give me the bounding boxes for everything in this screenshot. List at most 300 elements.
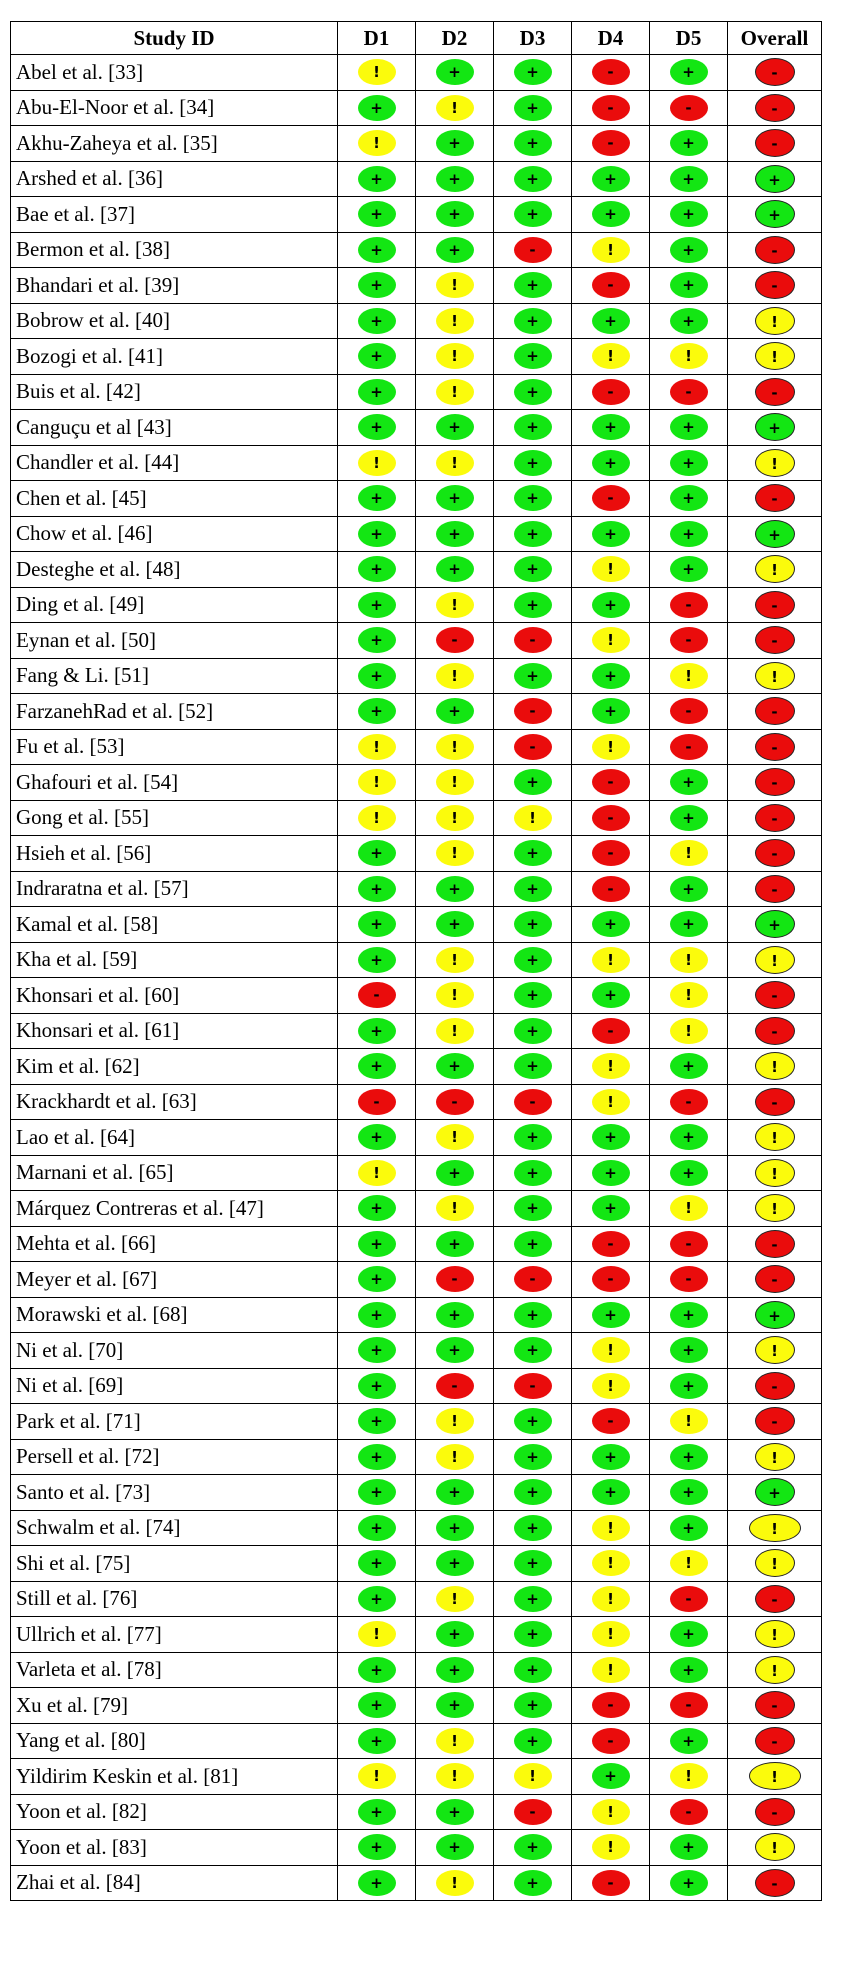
judgement-some-icon: ! [670,1408,708,1434]
judgement-some-icon: ! [436,840,474,866]
judgement-low-icon: + [436,1657,474,1683]
judgement-low-icon: + [514,1124,552,1150]
judgement-some-icon: ! [755,1194,795,1222]
study-id-cell: Canguçu et al [43] [11,410,338,446]
d5-cell [650,1510,728,1546]
judgement-low-icon: + [592,308,630,334]
d4-cell [572,1794,650,1830]
study-id-cell: Meyer et al. [67] [11,1262,338,1298]
judgement-some-icon: ! [436,1018,474,1044]
d1-cell [338,942,416,978]
judgement-high-icon: - [755,1017,795,1045]
judgement-low-icon: + [514,840,552,866]
d1-cell [338,481,416,517]
d3-cell [494,1652,572,1688]
overall-cell [728,197,822,233]
d4-cell [572,516,650,552]
d2-cell [416,126,494,162]
study-id-cell: Schwalm et al. [74] [11,1510,338,1546]
d2-cell [416,1865,494,1901]
judgement-low-icon: + [514,1408,552,1434]
d1-cell [338,1581,416,1617]
d4-cell [572,623,650,659]
overall-cell [728,765,822,801]
table-row [11,126,822,162]
study-id-cell: Khonsari et al. [60] [11,978,338,1014]
header-study-id: Study ID [11,22,338,55]
judgement-some-icon: ! [436,769,474,795]
judgement-low-icon: + [670,272,708,298]
judgement-low-icon: + [358,1408,396,1434]
judgement-high-icon: - [514,1373,552,1399]
judgement-high-icon: - [514,1266,552,1292]
judgement-low-icon: + [514,343,552,369]
d2-cell [416,765,494,801]
judgement-some-icon: ! [436,272,474,298]
judgement-some-icon: ! [670,1763,708,1789]
d5-cell [650,90,728,126]
d1-cell [338,1865,416,1901]
judgement-high-icon: - [592,59,630,85]
study-id-cell: Yoon et al. [82] [11,1794,338,1830]
judgement-low-icon: + [436,521,474,547]
judgement-low-icon: + [358,840,396,866]
judgement-high-icon: - [670,1692,708,1718]
judgement-low-icon: + [514,1444,552,1470]
overall-cell [728,410,822,446]
d2-cell [416,481,494,517]
judgement-high-icon: - [358,982,396,1008]
judgement-high-icon: - [670,1799,708,1825]
table-row [11,481,822,517]
judgement-low-icon: + [436,556,474,582]
d2-cell [416,410,494,446]
d2-cell [416,1510,494,1546]
header-row [11,22,822,55]
judgement-some-icon: ! [592,1799,630,1825]
d3-cell [494,303,572,339]
judgement-high-icon: - [514,627,552,653]
judgement-low-icon: + [436,1231,474,1257]
d4-cell [572,587,650,623]
judgement-low-icon: + [514,414,552,440]
table-row [11,1723,822,1759]
study-id-cell: Ullrich et al. [77] [11,1617,338,1653]
d2-cell [416,1226,494,1262]
judgement-some-icon: ! [755,1620,795,1648]
d4-cell [572,481,650,517]
judgement-low-icon: + [755,200,795,228]
d5-cell [650,1333,728,1369]
judgement-low-icon: + [436,237,474,263]
d2-cell [416,552,494,588]
study-id-cell: Gong et al. [55] [11,800,338,836]
judgement-high-icon: - [670,627,708,653]
overall-cell [728,1830,822,1866]
judgement-low-icon: + [436,698,474,724]
judgement-some-icon: ! [514,1763,552,1789]
d3-cell [494,1297,572,1333]
judgement-high-icon: - [592,1018,630,1044]
judgement-some-icon: ! [358,130,396,156]
judgement-some-icon: ! [670,343,708,369]
table-row [11,1120,822,1156]
d2-cell [416,658,494,694]
study-id-cell: Ding et al. [49] [11,587,338,623]
d5-cell [650,836,728,872]
judgement-low-icon: + [514,1657,552,1683]
judgement-some-icon: ! [592,1586,630,1612]
d3-cell [494,694,572,730]
d4-cell [572,836,650,872]
judgement-low-icon: + [358,485,396,511]
overall-cell [728,268,822,304]
d5-cell [650,587,728,623]
d4-cell [572,90,650,126]
d4-cell [572,729,650,765]
overall-cell [728,445,822,481]
table-row [11,836,822,872]
d5-cell [650,658,728,694]
judgement-some-icon: ! [592,343,630,369]
d5-cell [650,1688,728,1724]
judgement-low-icon: + [436,1160,474,1186]
judgement-low-icon: + [592,1479,630,1505]
d3-cell [494,1439,572,1475]
judgement-low-icon: + [514,1337,552,1363]
judgement-high-icon: - [670,1586,708,1612]
judgement-high-icon: - [670,734,708,760]
judgement-high-icon: - [592,485,630,511]
judgement-low-icon: + [358,1018,396,1044]
d4-cell [572,1333,650,1369]
overall-cell [728,1049,822,1085]
d1-cell [338,1191,416,1227]
table-row [11,1688,822,1724]
table-row [11,1297,822,1333]
d2-cell [416,1439,494,1475]
d3-cell [494,1581,572,1617]
d5-cell [650,1475,728,1511]
d5-cell [650,552,728,588]
d4-cell [572,694,650,730]
d2-cell [416,1581,494,1617]
study-id-cell: Márquez Contreras et al. [47] [11,1191,338,1227]
d1-cell [338,552,416,588]
judgement-low-icon: + [358,343,396,369]
d4-cell [572,1510,650,1546]
study-id-cell: Yang et al. [80] [11,1723,338,1759]
judgement-some-icon: ! [436,663,474,689]
d1-cell [338,658,416,694]
judgement-some-icon: ! [592,1515,630,1541]
study-id-cell: Abu-El-Noor et al. [34] [11,90,338,126]
d4-cell [572,1581,650,1617]
judgement-low-icon: + [514,1692,552,1718]
overall-cell [728,1226,822,1262]
d1-cell [338,1546,416,1582]
judgement-low-icon: + [358,1799,396,1825]
d4-cell [572,1723,650,1759]
judgement-low-icon: + [592,1160,630,1186]
table-row [11,232,822,268]
judgement-low-icon: + [436,1834,474,1860]
table-row [11,1155,822,1191]
d4-cell [572,303,650,339]
judgement-low-icon: + [514,201,552,227]
d3-cell [494,1013,572,1049]
judgement-low-icon: + [670,876,708,902]
d5-cell [650,800,728,836]
judgement-low-icon: + [514,379,552,405]
judgement-low-icon: + [670,1373,708,1399]
judgement-low-icon: + [514,1195,552,1221]
judgement-low-icon: + [592,521,630,547]
d3-cell [494,978,572,1014]
d1-cell [338,1049,416,1085]
d2-cell [416,268,494,304]
overall-cell [728,587,822,623]
study-id-cell: Santo et al. [73] [11,1475,338,1511]
judgement-low-icon: + [514,1302,552,1328]
study-id-cell: Akhu-Zaheya et al. [35] [11,126,338,162]
judgement-low-icon: + [436,1053,474,1079]
judgement-high-icon: - [514,1799,552,1825]
study-id-cell: Indraratna et al. [57] [11,871,338,907]
judgement-some-icon: ! [670,1195,708,1221]
d3-cell [494,90,572,126]
d5-cell [650,1368,728,1404]
table-row [11,1404,822,1440]
d4-cell [572,942,650,978]
study-id-cell: Morawski et al. [68] [11,1297,338,1333]
d3-cell [494,268,572,304]
d3-cell [494,658,572,694]
judgement-low-icon: + [514,1479,552,1505]
header-overall: Overall [728,22,822,55]
d4-cell [572,339,650,375]
overall-cell [728,1439,822,1475]
d3-cell [494,1546,572,1582]
overall-cell [728,55,822,91]
d2-cell [416,1368,494,1404]
judgement-low-icon: + [514,166,552,192]
d4-cell [572,445,650,481]
judgement-low-icon: + [670,414,708,440]
judgement-low-icon: + [592,1444,630,1470]
judgement-high-icon: - [436,1266,474,1292]
d1-cell [338,978,416,1014]
judgement-high-icon: - [592,1692,630,1718]
d2-cell [416,1049,494,1085]
judgement-low-icon: + [358,521,396,547]
judgement-some-icon: ! [755,946,795,974]
judgement-low-icon: + [436,166,474,192]
d4-cell [572,1546,650,1582]
judgement-low-icon: + [514,1834,552,1860]
d1-cell [338,1759,416,1795]
overall-cell [728,161,822,197]
table-row [11,1865,822,1901]
overall-cell [728,481,822,517]
judgement-high-icon: - [592,95,630,121]
judgement-low-icon: + [514,911,552,937]
judgement-low-icon: + [514,130,552,156]
d1-cell [338,197,416,233]
d2-cell [416,303,494,339]
d4-cell [572,1368,650,1404]
judgement-some-icon: ! [755,662,795,690]
judgement-low-icon: + [670,1621,708,1647]
judgement-high-icon: - [755,733,795,761]
judgement-high-icon: - [670,1089,708,1115]
overall-cell [728,1546,822,1582]
overall-cell [728,1652,822,1688]
judgement-low-icon: + [670,1337,708,1363]
judgement-high-icon: - [755,591,795,619]
d4-cell [572,1120,650,1156]
table-row [11,1830,822,1866]
judgement-some-icon: ! [436,343,474,369]
table-row [11,90,822,126]
judgement-low-icon: + [514,59,552,85]
judgement-high-icon: - [755,697,795,725]
judgement-some-icon: ! [436,1763,474,1789]
d1-cell [338,1617,416,1653]
judgement-low-icon: + [358,1586,396,1612]
table-row [11,161,822,197]
d3-cell [494,1262,572,1298]
judgement-low-icon: + [670,166,708,192]
header-d2: D2 [416,22,494,55]
judgement-some-icon: ! [436,1870,474,1896]
d3-cell [494,410,572,446]
table-body [11,55,822,1901]
judgement-some-icon: ! [436,1586,474,1612]
study-id-cell: Arshed et al. [36] [11,161,338,197]
judgement-some-icon: ! [592,1550,630,1576]
judgement-some-icon: ! [358,450,396,476]
d5-cell [650,339,728,375]
d3-cell [494,516,572,552]
judgement-high-icon: - [514,237,552,263]
study-id-cell: Chen et al. [45] [11,481,338,517]
d1-cell [338,1475,416,1511]
judgement-some-icon: ! [514,805,552,831]
study-id-cell: Hsieh et al. [56] [11,836,338,872]
d5-cell [650,623,728,659]
judgement-some-icon: ! [436,1124,474,1150]
judgement-some-icon: ! [436,450,474,476]
judgement-high-icon: - [670,95,708,121]
study-id-cell: Park et al. [71] [11,1404,338,1440]
judgement-low-icon: + [358,166,396,192]
judgement-low-icon: + [436,1692,474,1718]
d2-cell [416,1013,494,1049]
d1-cell [338,1723,416,1759]
judgement-high-icon: - [755,804,795,832]
study-id-cell: Zhai et al. [84] [11,1865,338,1901]
table-row [11,1439,822,1475]
judgement-low-icon: + [670,805,708,831]
d5-cell [650,1191,728,1227]
d1-cell [338,303,416,339]
d4-cell [572,161,650,197]
judgement-low-icon: + [592,911,630,937]
judgement-high-icon: - [755,129,795,157]
d3-cell [494,1084,572,1120]
judgement-low-icon: + [358,95,396,121]
judgement-low-icon: + [358,698,396,724]
judgement-some-icon: ! [755,1443,795,1471]
overall-cell [728,1475,822,1511]
judgement-low-icon: + [670,1834,708,1860]
judgement-low-icon: + [358,414,396,440]
judgement-low-icon: + [755,1478,795,1506]
d4-cell [572,374,650,410]
judgement-some-icon: ! [670,840,708,866]
d2-cell [416,1652,494,1688]
d5-cell [650,410,728,446]
d2-cell [416,1830,494,1866]
d4-cell [572,1830,650,1866]
d4-cell [572,800,650,836]
table-row [11,800,822,836]
judgement-some-icon: ! [358,1160,396,1186]
judgement-high-icon: - [514,734,552,760]
overall-cell [728,1120,822,1156]
table-row [11,1262,822,1298]
judgement-high-icon: - [514,1089,552,1115]
d2-cell [416,55,494,91]
d5-cell [650,1439,728,1475]
d1-cell [338,907,416,943]
judgement-low-icon: + [514,982,552,1008]
overall-cell [728,232,822,268]
judgement-high-icon: - [436,1373,474,1399]
d3-cell [494,55,572,91]
judgement-high-icon: - [436,627,474,653]
d2-cell [416,1475,494,1511]
d4-cell [572,1155,650,1191]
d5-cell [650,481,728,517]
table-row [11,1368,822,1404]
judgement-low-icon: + [592,982,630,1008]
overall-cell [728,516,822,552]
d5-cell [650,907,728,943]
judgement-low-icon: + [358,201,396,227]
d3-cell [494,1510,572,1546]
judgement-low-icon: + [592,1195,630,1221]
judgement-high-icon: - [755,378,795,406]
d3-cell [494,552,572,588]
study-id-cell: Ghafouri et al. [54] [11,765,338,801]
judgement-low-icon: + [670,1124,708,1150]
d3-cell [494,1404,572,1440]
d1-cell [338,871,416,907]
d5-cell [650,126,728,162]
study-id-cell: Marnani et al. [65] [11,1155,338,1191]
judgement-low-icon: + [358,1337,396,1363]
d2-cell [416,1404,494,1440]
judgement-high-icon: - [592,876,630,902]
judgement-low-icon: + [358,272,396,298]
d3-cell [494,1723,572,1759]
judgement-some-icon: ! [592,1373,630,1399]
d1-cell [338,1226,416,1262]
judgement-low-icon: + [514,450,552,476]
d1-cell [338,1688,416,1724]
